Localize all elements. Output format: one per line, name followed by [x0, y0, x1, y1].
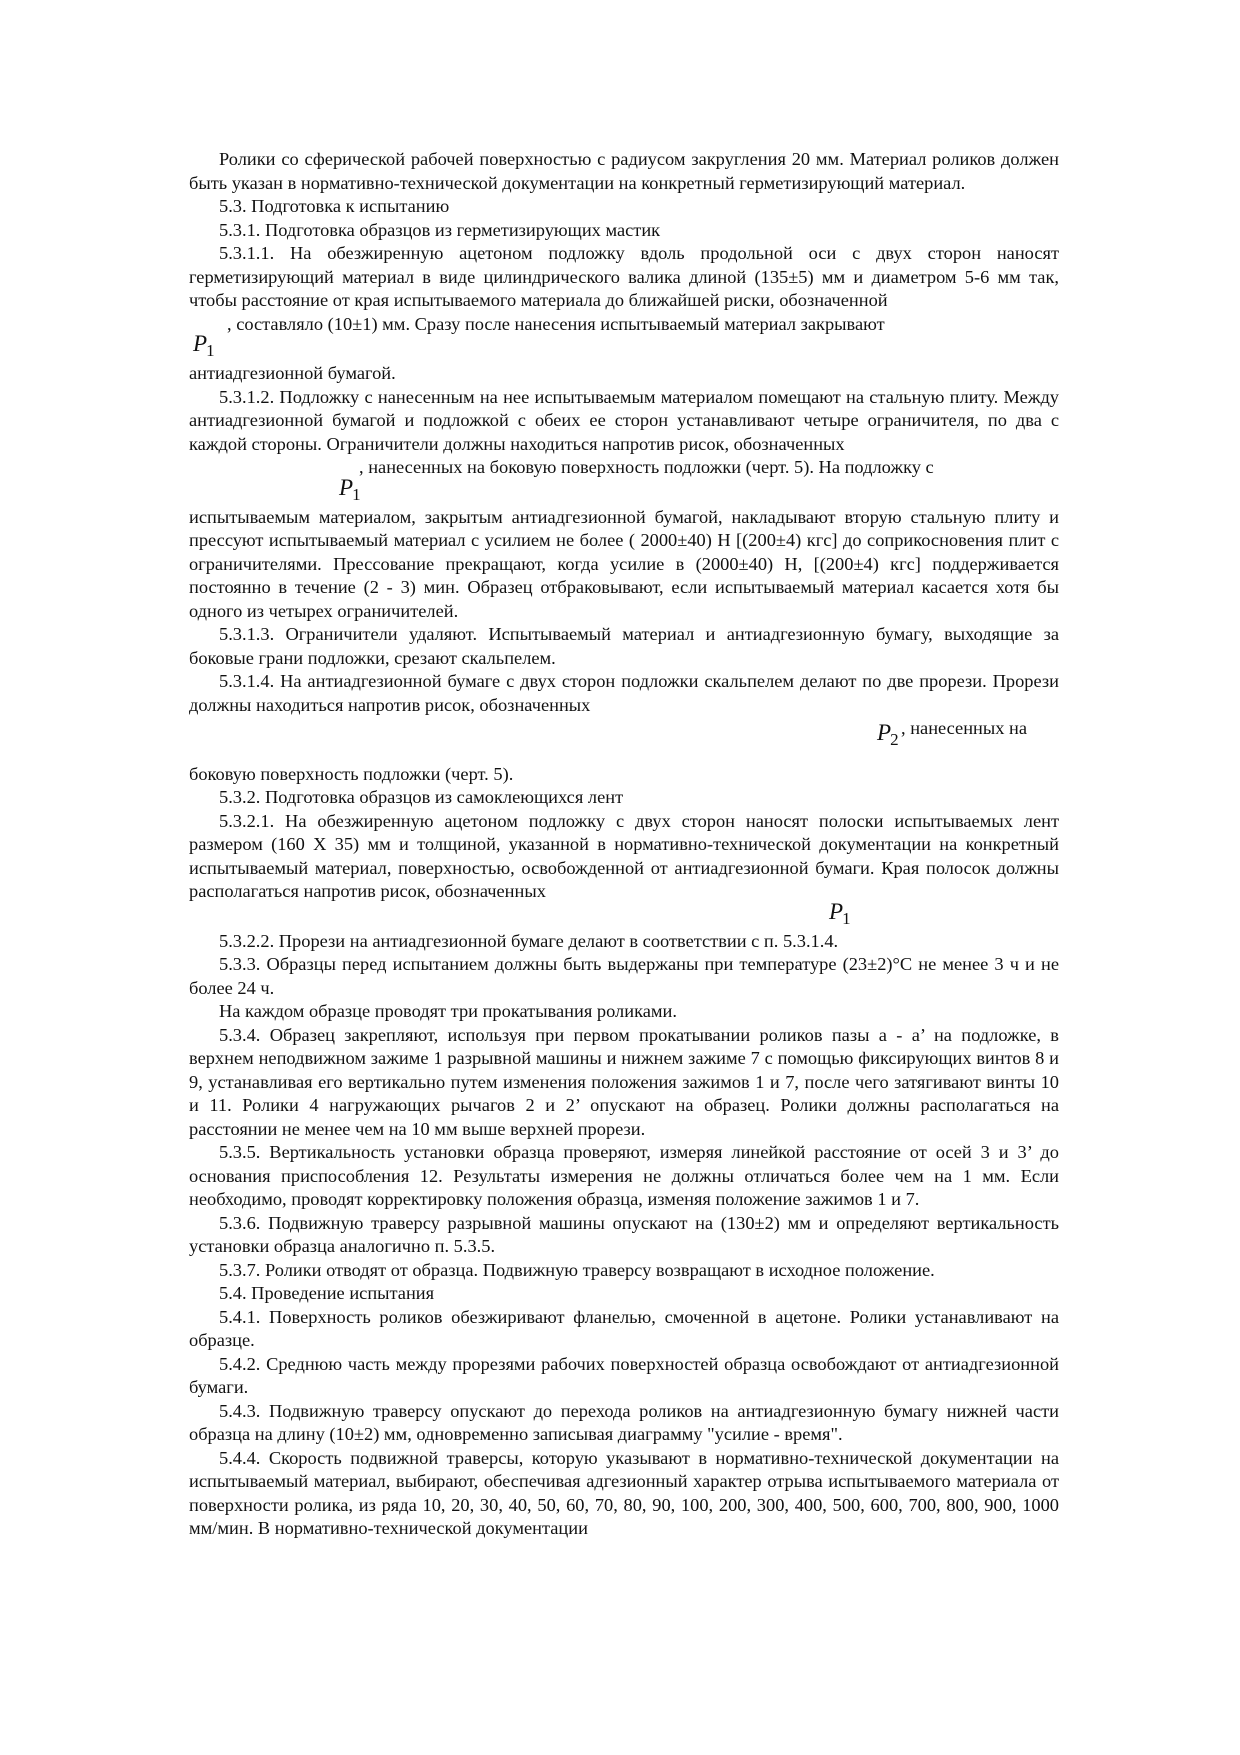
paragraph-rollers: Ролики со сферической рабочей поверхностью с радиусом закругления 20 мм. Материал роликов должен быть указан в нормативно-технической документации на конкретный герметизирующий материал.: [189, 149, 1059, 193]
paragraph-5-3-4: 5.3.4. Образец закрепляют, используя при первом прокатывании роликов пазы а - а’ на подложке, в верхнем неподвижном зажиме 1 разрывной машины и нижнем зажиме 7 с помощью фиксирующих винтов 8 и 9, устанавливая его вертикально путем изменения положения зажимов 1 и 7, после чего затягивают винты 10 и 11. Ролики 4 нагружающих рычагов 2 и 2’ опускают на образец. Ролики должны располагаться на расстоянии не менее чем на 10 мм выше верхней прорези.: [189, 1024, 1059, 1139]
paragraph-5-3-1-2: 5.3.1.2. Подложку с нанесенным на нее испытываемым материалом помещают на стальную плиту. Между антиадгезионной бумагой и подложкой с обеих ее сторон устанавливают четыре ограничителя, по два с каждой стороны. Ограничители должны находиться напротив рисок, обозначенных: [189, 386, 1059, 454]
formula-symbol: $P_1$: [829, 898, 851, 928]
paragraph-5-3-2-1: 5.3.2.1. На обезжиренную ацетоном подложку с двух сторон наносят полоски испытываемых лент размером (160 Х 35) мм и толщиной, указанной в нормативно-технической документации на конкретный испытываемый материал, поверхностью, освобожденной от антиадгезионной бумаги. Края полосок должны располагаться напротив рисок, обозначенных: [189, 810, 1059, 901]
paragraph-5-3-1-4-cont: , нанесенных на: [901, 718, 1028, 738]
paragraph-5-3-6: 5.3.6. Подвижную траверсу разрывной машины опускают на (130±2) мм и определяют вертикальность установки образца аналогично п. 5.3.5.: [189, 1212, 1059, 1256]
paragraph-rolls: На каждом образце проводят три прокатывания роликами.: [219, 1001, 677, 1021]
formula-symbol: $P_1$: [193, 331, 215, 360]
paragraph-5-4-3: 5.4.3. Подвижную траверсу опускают до перехода роликов на антиадгезионную бумагу нижней части образца на длину (10±2) мм, одновременно записывая диаграмму "усилие - время".: [189, 1400, 1059, 1444]
paragraph-5-3-1-1: 5.3.1.1. На обезжиренную ацетоном подложку вдоль продольной оси с двух сторон наносят герметизирующий материал в виде цилиндрического валика длиной (135±5) мм и диаметром 5-6 мм так, чтобы расстояние от края испытываемого материала до ближайшей риски, обозначенной: [189, 243, 1059, 310]
paragraph-5-4-4: 5.4.4. Скорость подвижной траверсы, которую указывают в нормативно-технической документации на испытываемый материал, выбирают, обеспечивая адгезионный характер отрыва испытываемого материала от поверхности ролика, из ряда 10, 20, 30, 40, 50, 60, 70, 80, 90, 100, 200, 300, 400, 500, 600, 700, 800, 900, 1000 мм/мин. В нормативно-технической документации: [189, 1447, 1059, 1538]
paragraph-5-3-1-2-end: испытываемым материалом, закрытым антиадгезионной бумагой, накладывают вторую стальную плиту и прессуют испытываемый материал с усилием не более ( 2000±40) Н [(200±4) кгс] до соприкосновения плит с ограничителями. Прессование прекращают, когда усилие в (2000±40) Н, [(200±4) кгс] поддерживается постоянно в течение (2 - 3) мин. Образец отбраковывают, если испытываемый материал касается хотя бы одного из четырех ограничителей.: [189, 506, 1059, 621]
formula-p1-b: [189, 474, 1059, 506]
paragraph-5-3-1-2-cont: , нанесенных на боковую поверхность подложки (черт. 5). На подложку с: [359, 457, 934, 477]
formula-p2: [189, 713, 1059, 763]
paragraph-5-3-1-4: 5.3.1.4. На антиадгезионной бумаге с двух сторон подложки скальпелем делают по две прорези. Прорези должны находиться напротив рисок, обозначенных: [189, 671, 1059, 715]
formula-symbol: $P_1$: [339, 474, 361, 504]
paragraph-5-3-1-1-cont: , составляло (10±1) мм. Сразу после нанесения испытываемый материал закрывают: [227, 313, 885, 334]
paragraph-5-3-1-3: 5.3.1.3. Ограничители удаляют. Испытываемый материал и антиадгезионную бумагу, выходящие за боковые грани подложки, срезают скальпелем.: [189, 624, 1059, 668]
paragraph-5-3-5: 5.3.5. Вертикальность установки образца проверяют, измеряя линейкой расстояние от осей 3 и 3’ до основания приспособления 12. Результаты измерения не должны отличаться более чем на 1 мм. Если необходимо, проводят корректировку положения образца, изменяя положение зажимов 1 и 7.: [189, 1142, 1059, 1209]
heading-5-4: 5.4. Проведение испытания: [219, 1283, 435, 1303]
paragraph-5-3-2-2: 5.3.2.2. Прорези на антиадгезионной бумаге делают в соответствии с п. 5.3.1.4.: [219, 930, 839, 951]
formula-p1-c: [189, 898, 1059, 930]
heading-5-3: 5.3. Подготовка к испытанию: [219, 196, 450, 216]
paragraph-5-4-1: 5.4.1. Поверхность роликов обезжиривают фланелью, смоченной в ацетоне. Ролики устанавливают на образце.: [189, 1306, 1059, 1350]
paragraph-5-3-1-4-end: боковую поверхность подложки (черт. 5).: [189, 763, 514, 784]
paragraph-5-3-1-1-end: антиадгезионной бумагой.: [189, 363, 396, 383]
formula-symbol: $P_2$: [877, 719, 899, 749]
formula-p1-a: [189, 331, 1059, 362]
paragraph-5-4-2: 5.4.2. Среднюю часть между прорезями рабочих поверхностей образца освобождают от антиадгезионной бумаги.: [189, 1353, 1059, 1397]
heading-5-3-2: 5.3.2. Подготовка образцов из самоклеющихся лент: [219, 787, 624, 807]
heading-5-3-1: 5.3.1. Подготовка образцов из герметизирующих мастик: [219, 219, 661, 240]
paragraph-5-3-7: 5.3.7. Ролики отводят от образца. Подвижную траверсу возвращают в исходное положение.: [219, 1259, 935, 1280]
document-page: [189, 148, 1059, 1541]
paragraph-5-3-3: 5.3.3. Образцы перед испытанием должны быть выдержаны при температуре (23±2)°С не менее 3 ч и не более 24 ч.: [189, 954, 1059, 998]
